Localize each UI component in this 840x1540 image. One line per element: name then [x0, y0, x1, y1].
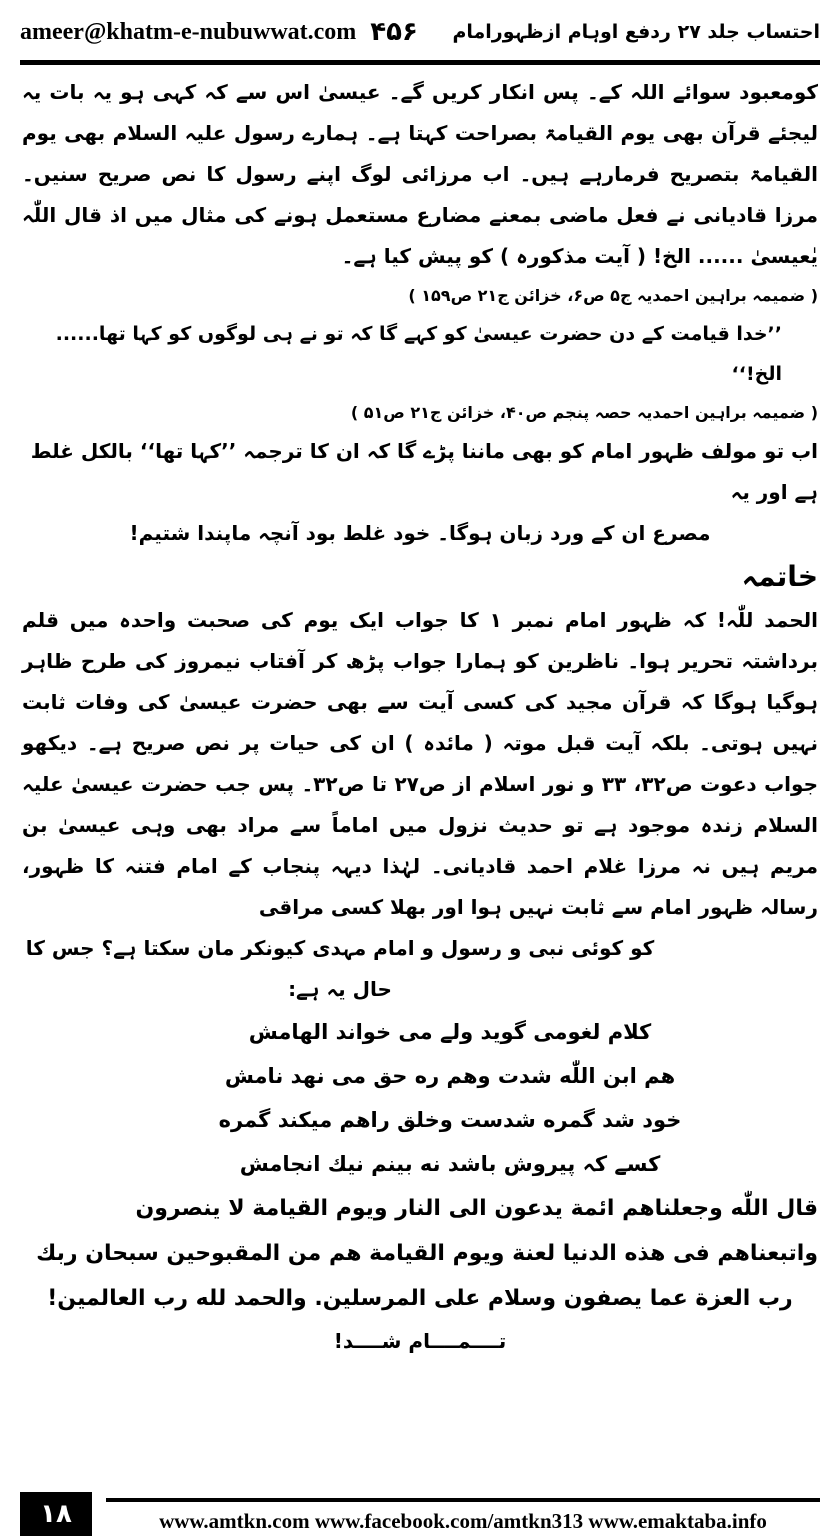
- section-heading: خاتمہ: [741, 560, 818, 593]
- footer-rule: [106, 1498, 820, 1502]
- verse-line: خود شد گمره شدست وخلق راهم میکند گمره: [218, 1108, 682, 1132]
- paragraph-2-line-2: مصرع ان کے ورد زبان ہوگا۔ خود غلط بود آنچہ ماپندا شتیم!: [129, 521, 711, 545]
- header-left: [20, 17, 418, 47]
- reference-1: ( ضمیمہ براہین احمدیہ ج۵ ص۶، خزائن ج۲۱ ص۱۵۹ ): [408, 286, 818, 305]
- page-number: ۴۵۶: [370, 17, 418, 47]
- verse-line: هم ابن اللّٰه شدت وهم ره حق می نهد نامش: [224, 1064, 676, 1088]
- paragraph-3-last-line: کو کوئی نبی و رسول و امام مہدی کیونکر مان سکتا ہے؟ جس کا حال یہ ہے:: [25, 936, 655, 1001]
- paragraph-3: الحمد للّٰہ! کہ ظہور امام نمبر ۱ کا جواب ایک یوم کی صحبت واحدہ میں قلم برداشتہ تحریر ہوا۔ ناظرین کو ہمارا جواب پڑھ کر آفتاب نیمروز کی طرح ظاہر ہوگیا ہوگا کہ قرآن مجید کی کسی آیت سے بھی حضرت عیسیٰ کی وفات ثابت نہیں ہوتی۔ بلکہ آیت قبل موتہ ( مائدہ ) ان کی حیات پر نص صریح ہے۔ دیکھو جواب دعوت ص۳۲، ۳۳ و نور اسلام از ص۲۷ تا ص۳۲۔ پس جب حضرت عیسیٰ علیہ السلام زندہ موجود ہے تو حدیث نزول میں اماماً سے مراد بھی وہی عیسیٰ بن مریم ہیں نہ مرزا غلام احمد قادیانی۔ لہٰذا دیہہ پنجاب کے امام فتنہ کا ظہور، رسالہ ظہور امام سے ثابت نہیں ہوا اور بھلا کسی مراقی: [22, 608, 819, 919]
- page-header: [20, 8, 820, 56]
- reference-2: ( ضمیمہ براہین احمدیہ حصہ پنجم ص۴۰، خزائن ج۲۱ ص۵۱ ): [350, 403, 818, 422]
- paragraph-1: کومعبود سوائے اللہ کے۔ پس انکار کریں گے۔ عیسیٰ اس سے کہ کہی ہو یہ بات یہ لیجئے قرآن بھی یوم القیامۃ بصراحت کہتا ہے۔ ہمارے رسول علیہ السلام بھی یوم القیامۃ بتصریح فرمارہے ہیں۔ اب مرزائی لوگ اپنے رسول کا نص صریح سنیں۔ مرزا قادیانی نے فعل ماضی بمعنے مضارع مستعمل ہونے کی مثال میں اذ قال اللّٰہ یٰعیسیٰ ...... الخ! ( آیت مذکورہ ) کو پیش کیا ہے۔: [22, 80, 818, 268]
- arabic-line-1: قال اللّٰه وجعلناهم ائمة يدعون الى النار ويوم القيامة لا ينصرون: [135, 1196, 818, 1221]
- quote-1: ’’خدا قیامت کے دن حضرت عیسیٰ کو کہے گا کہ تو نے ہی لوگوں کو کہا تھا...... الخ!‘‘: [55, 323, 782, 385]
- header-email: ameer@khatm-e-nubuwwat.com: [20, 18, 357, 45]
- arabic-line-3: رب العزة عما يصفون وسلام على المرسلين. والحمد لله رب العالمين!: [47, 1286, 793, 1311]
- paragraph-2-line-1: اب تو مولف ظہور امام کو بھی ماننا پڑے گا کہ ان کا ترجمہ ’’کہا تھا‘‘ بالکل غلط ہے اور یہ: [30, 439, 818, 504]
- finish-line: تــــمــــام شــــد!: [333, 1329, 507, 1353]
- arabic-line-2: واتبعناهم فى هذه الدنيا لعنة ويوم القيامة هم من المقبوحين سبحان ربك: [36, 1241, 818, 1266]
- header-rule: [20, 60, 820, 65]
- page-body: [22, 72, 818, 1492]
- footer-urls: www.amtkn.com www.facebook.com/amtkn313 www.emaktaba.info: [159, 1509, 767, 1533]
- verse-line: کسے کہ پیروش باشد نه بینم نیك انجامش: [239, 1152, 661, 1176]
- footer-page-box: ۱۸: [20, 1492, 92, 1536]
- running-title: احتساب جلد ۲۷ ردفع اوہام ازظہورامام: [452, 21, 820, 43]
- verse-line: کلام لغومی گوید ولے می خواند الهامش: [248, 1020, 652, 1044]
